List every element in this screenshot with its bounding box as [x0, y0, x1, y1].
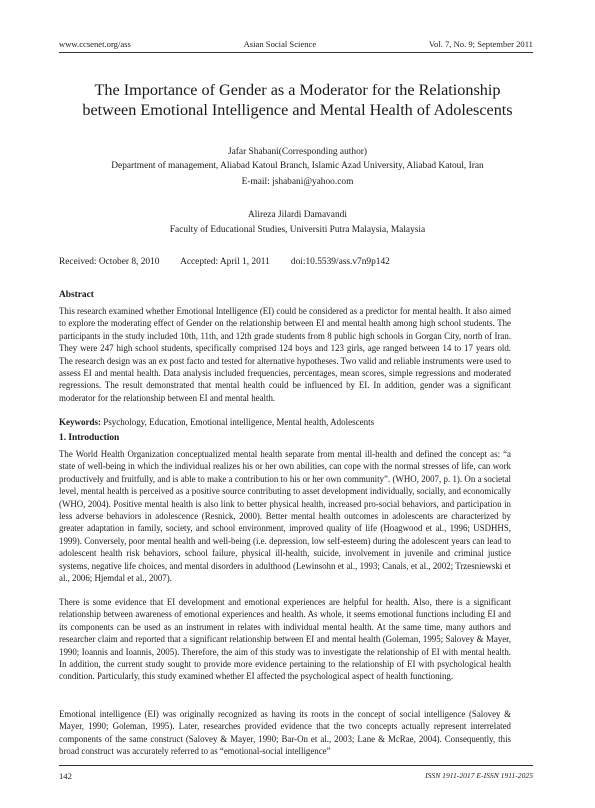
footer-rule: [59, 765, 533, 766]
journal-url[interactable]: www.ccsenet.org/ass: [59, 39, 131, 49]
keywords: [59, 417, 533, 427]
affiliation-2: Faculty of Educational Studies, Universiti Putra Malaysia, Malaysia: [169, 225, 426, 235]
received-date: Received: October 8, 2010: [59, 257, 160, 267]
publication-dates: [59, 257, 390, 267]
intro-paragraph-3: Emotional intelligence (EI) was originally recognized as having its roots in the concept of social intelligence (Salovey & Mayer, 1990; Goleman, 1995). Later, researches provided evidence that the two concepts actually represent interrelated components of the same construct (Salovey & Mayer, 1990; Bar-On et al., 2003; Lane & McRae, 2004). Consequently, this broad construct was accurately referred to as “emotional-social intelligence”: [59, 709, 511, 757]
page-number: 142: [59, 771, 72, 781]
author-2: Alireza Jilardi Damavandi: [248, 210, 347, 220]
journal-name: Asian Social Science: [243, 39, 317, 49]
affiliation-1: Department of management, Aliabad Katoul Branch, Islamic Azad University, Aliabad Katoul, Iran: [111, 161, 484, 171]
running-header: [59, 39, 533, 51]
issn: ISSN 1911-2017 E-ISSN 1911-2025: [425, 771, 533, 780]
keywords-text: Psychology, Education, Emotional intelligence, Mental health, Adolescents: [103, 417, 375, 427]
accepted-date: Accepted: April 1, 2011: [180, 257, 270, 267]
abstract-heading: Abstract: [59, 290, 94, 300]
volume-info: Vol. 7, No. 9; September 2011: [428, 39, 533, 49]
introduction-heading: 1. Introduction: [59, 433, 120, 443]
intro-paragraph-2: There is some evidence that EI development and emotional experiences are helpful for health. Also, there is a significant relationship between awareness of emotional experiences and health. As whole, it seems emotional functions including EI and its components can be used as an instrument in relates with individual mental health. At the same time, many authors and researcher claim and reported that a significant relationship between EI and mental health (Goleman, 1995; Salovey & Mayer, 1990; Ioannis and Ioannis, 2005). Therefore, the aim of this study was to investigate the relationship of EI with mental health. In addition, the current study sought to provide more evidence pertaining to the relationship of EI with psychological health condition. Particularly, this study examined whether EI affected the psychological aspect of health functioning.: [59, 597, 511, 682]
keywords-label: Keywords:: [59, 417, 101, 427]
header-rule: [59, 52, 533, 53]
paper-title: [40, 80, 555, 120]
title-line-2: between Emotional Intelligence and Mental Health of Adolescents: [82, 101, 513, 119]
author-1: Jafar Shabani(Corresponding author): [227, 147, 368, 157]
email-1[interactable]: E-mail: jshabani@yahoo.com: [241, 177, 354, 187]
abstract-text: This research examined whether Emotional Intelligence (EI) could be considered as a predictor for mental health. It also aimed to explore the moderating effect of Gender on the relationship between EI and mental health among high school students. The participants in the study included 10th, 11th, and 12th grade students from 8 public high schools in Gorgan City, north of Iran. They were 247 high school students, specifically comprised 124 boys and 123 girls, age ranged between 14 to 17 years old. The research design was an ex post facto and tested for alternative hypotheses. Two valid and reliable instruments were used to assess EI and mental health. Data analysis included frequencies, percentages, mean scores, simple regressions and moderated regressions. The result demonstrated that mental health could be influenced by EI. In addition, gender was a significant moderator for the relationship between EI and mental health.: [59, 306, 511, 403]
doi[interactable]: doi:10.5539/ass.v7n9p142: [290, 257, 390, 267]
intro-paragraph-1: The World Health Organization conceptualized mental health separate from mental ill-health and defined the concept as: “a state of well-being in which the individual realizes his or her own abilities, can cope with the normal stresses of life, can work productively and fruitfully, and is able to make a contribution to his or her own community”. (WHO, 2007, p. 1). On a societal level, mental health is perceived as a positive source contributing to asset development individually, socially, and economically (WHO, 2004). Positive mental health is also link to better physical health, increased pro-social behaviors, and participation in less adverse behaviors in adolescence (Resnick, 2000). Better mental health outcomes in adolescents are characterized by greater adaptation in family, society, and school environment, improved quality of life (Hoagwood et al., 1996; USDHHS, 1999). Conversely, poor mental health and well-being (i.e. depression, low self-esteem) during the adolescent years can lead to adolescent health risk behaviors, school failure, physical ill-health, suicide, involvement in juvenile and criminal justice systems, negative life choices, and mental disorders in adulthood (Lewinsohn et al., 1993; Canals, et al., 2002; Trzesniewski et al., 2006; Hjemdal et al., 2007).: [59, 449, 511, 584]
title-line-1: The Importance of Gender as a Moderator for the Relationship: [94, 81, 501, 99]
